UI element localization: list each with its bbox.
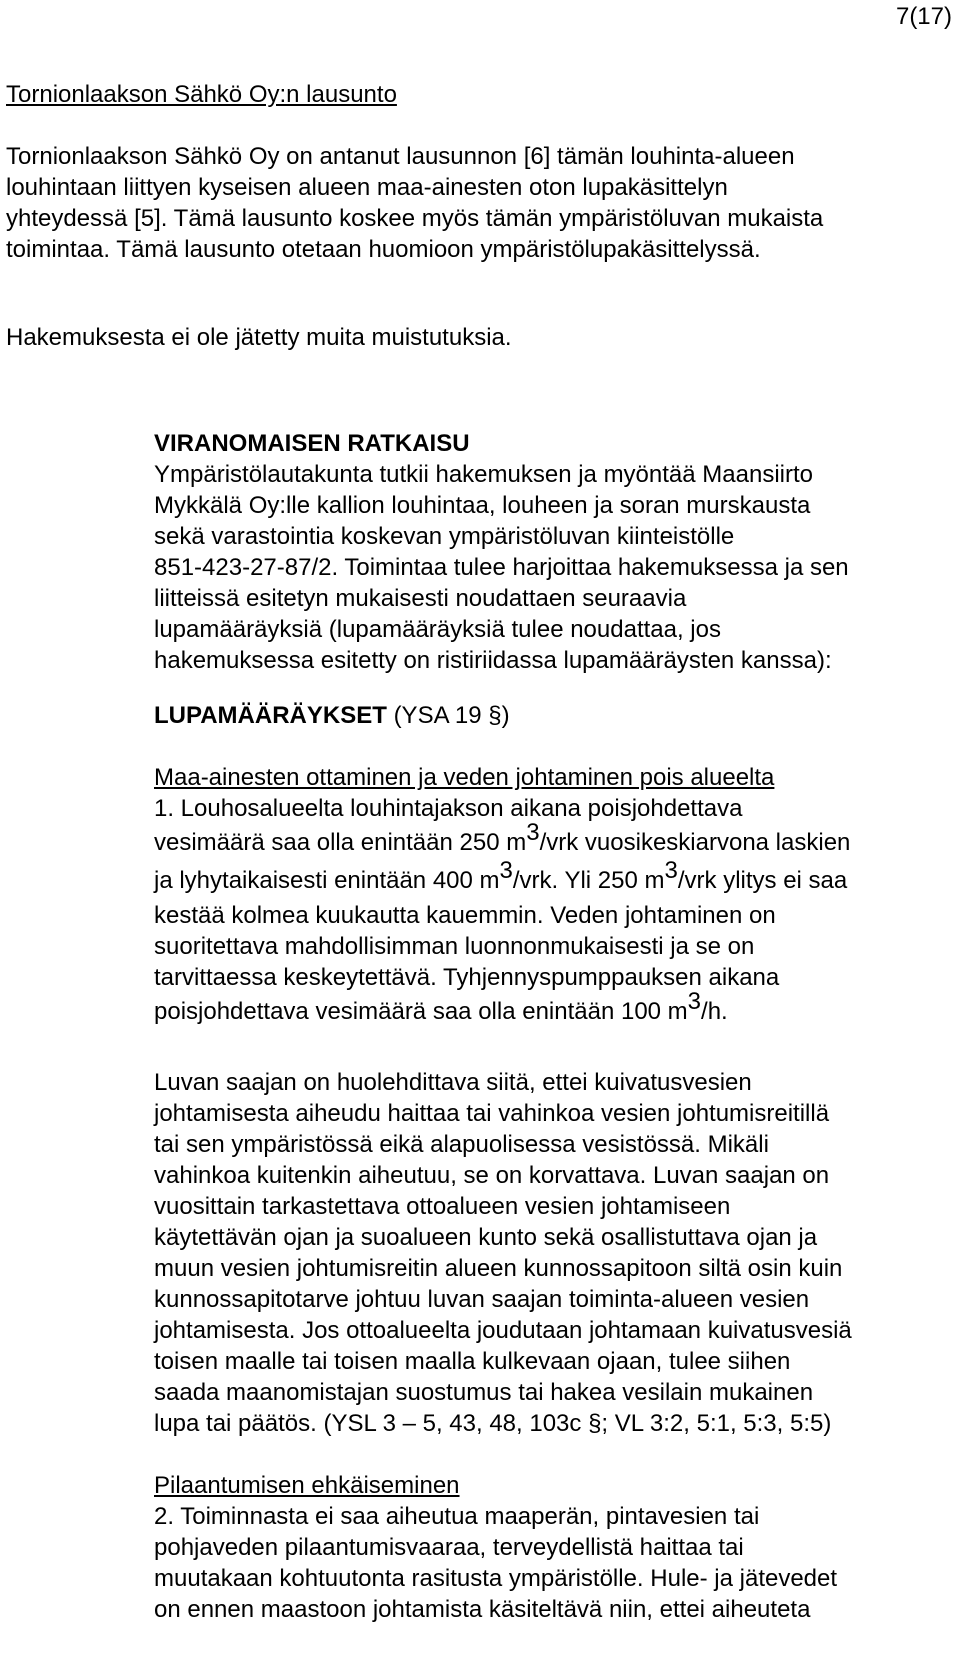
text-fragment: /vrk ylitys ei saa — [677, 867, 848, 894]
text-line: sekä varastointia koskevan ympäristöluvan kiinteistölle — [154, 523, 735, 550]
text-fragment: poisjohdettava vesimäärä saa olla enintään 100 m — [154, 998, 688, 1025]
text-line: 851-423-27-87/2. Toimintaa tulee harjoittaa hakemuksessa ja sen — [154, 554, 849, 581]
text-line: 2. Toiminnasta ei saa aiheutua maaperän, pintavesien tai — [154, 1503, 760, 1530]
text-line: vahinkoa kuitenkin aiheutuu, se on korvattava. Luvan saajan on — [154, 1162, 830, 1189]
text-line: suoritettava mahdollisimman luonnonmukaisesti ja se on — [154, 933, 755, 960]
text-line — [154, 988, 728, 1025]
text-line: tarvittaessa keskeytettävä. Tyhjennyspumppauksen aikana — [154, 964, 780, 991]
superscript: 3 — [664, 857, 678, 884]
statement-section — [6, 79, 946, 353]
text-line: Ympäristölautakunta tutkii hakemuksen ja myöntää Maansiirto — [154, 461, 813, 488]
text-line: louhintaan liittyen kyseisen alueen maa-ainesten oton lupakäsittelyn — [6, 174, 728, 201]
regulations-heading-bold: LUPAMÄÄRÄYKSET — [154, 702, 387, 729]
text-line: muun vesien johtumisreitin alueen kunnossapitoon siltä osin kuin — [154, 1255, 843, 1282]
text-line: saada maanomistajan suostumus tai hakea vesilain mukainen — [154, 1379, 814, 1406]
text-line: Tornionlaakson Sähkö Oy on antanut lausunnon [6] tämän louhinta-alueen — [6, 143, 795, 170]
decision-section — [154, 428, 944, 1625]
text-line: toisen maalle tai toisen maalla kulkevaan ojaan, tulee siihen — [154, 1348, 791, 1375]
regulations-heading — [154, 700, 944, 731]
text-line: yhteydessä [5]. Tämä lausunto koskee myös tämän ympäristöluvan mukaista — [6, 205, 824, 232]
regulation-item-2 — [154, 1501, 944, 1625]
text-line: kunnossapitotarve johtuu luvan saajan toiminta-alueen vesien — [154, 1286, 810, 1313]
text-line: lupa tai päätös. (YSL 3 – 5, 43, 48, 103c §; VL 3:2, 5:1, 5:3, 5:5) — [154, 1410, 832, 1437]
no-remarks-note: Hakemuksesta ei ole jätetty muita muistutuksia. — [6, 324, 512, 351]
text-line — [154, 857, 847, 894]
decision-heading: VIRANOMAISEN RATKAISU — [154, 430, 470, 457]
text-line: hakemuksessa esitetty on ristiriidassa lupamääräysten kanssa): — [154, 647, 832, 674]
regulations-heading-ref: (YSA 19 §) — [393, 702, 510, 729]
text-line: lupamääräyksiä (lupamääräyksiä tulee noudattaa, jos — [154, 616, 721, 643]
text-fragment: /vrk vuosikeskiarvona laskien — [539, 829, 851, 856]
text-line: on ennen maastoon johtamista käsiteltävä niin, ettei aiheuteta — [154, 1596, 811, 1623]
statement-heading: Tornionlaakson Sähkö Oy:n lausunto — [6, 81, 397, 108]
superscript: 3 — [687, 988, 702, 1015]
text-line: liitteissä esitetyn mukaisesti noudattaen seuraavia — [154, 585, 687, 612]
text-line: vuosittain tarkastettava ottoalueen vesien johtamiseen — [154, 1193, 731, 1220]
text-line: muutakaan kohtuutonta rasitusta ympäristölle. Hule- ja jätevedet — [154, 1565, 838, 1592]
text-line: pohjaveden pilaantumisvaaraa, terveydellistä haittaa tai — [154, 1534, 744, 1561]
text-line: kestää kolmea kuukautta kauemmin. Veden johtaminen on — [154, 902, 776, 929]
superscript: 3 — [499, 857, 513, 884]
page-number: 7(17) — [895, 3, 952, 30]
statement-paragraph — [6, 141, 946, 265]
regulation-item-1 — [154, 793, 944, 1031]
decision-paragraph — [154, 459, 944, 676]
text-line: tai sen ympäristössä eikä alapuolisessa vesistössä. Mikäli — [154, 1131, 769, 1158]
text-fragment: /h. — [701, 998, 728, 1025]
text-line: Mykkälä Oy:lle kallion louhintaa, louheen ja soran murskausta — [154, 492, 811, 519]
section-title-water: Maa-ainesten ottaminen ja veden johtaminen pois alueelta — [154, 764, 775, 791]
section-title-pollution: Pilaantumisen ehkäiseminen — [154, 1472, 460, 1499]
superscript: 3 — [526, 819, 540, 846]
text-line: toimintaa. Tämä lausunto otetaan huomioon ympäristölupakäsittelyssä. — [6, 236, 761, 263]
text-fragment: /vrk. Yli 250 m — [512, 867, 665, 894]
regulation-item-1-continued — [154, 1067, 944, 1439]
text-line: Luvan saajan on huolehdittava siitä, ettei kuivatusvesien — [154, 1069, 752, 1096]
text-line: johtamisesta aiheudu haittaa tai vahinkoa vesien johtumisreitillä — [154, 1100, 830, 1127]
text-fragment: vesimäärä saa olla enintään 250 m — [154, 829, 527, 856]
text-fragment: ja lyhytaikaisesti enintään 400 m — [154, 867, 500, 894]
text-line: johtamisesta. Jos ottoalueelta joudutaan johtamaan kuivatusvesiä — [154, 1317, 852, 1344]
text-line: 1. Louhosalueelta louhintajakson aikana poisjohdettava — [154, 795, 743, 822]
text-line: käytettävän ojan ja suoalueen kunto sekä osallistuttava ojan ja — [154, 1224, 818, 1251]
text-line — [154, 819, 850, 856]
